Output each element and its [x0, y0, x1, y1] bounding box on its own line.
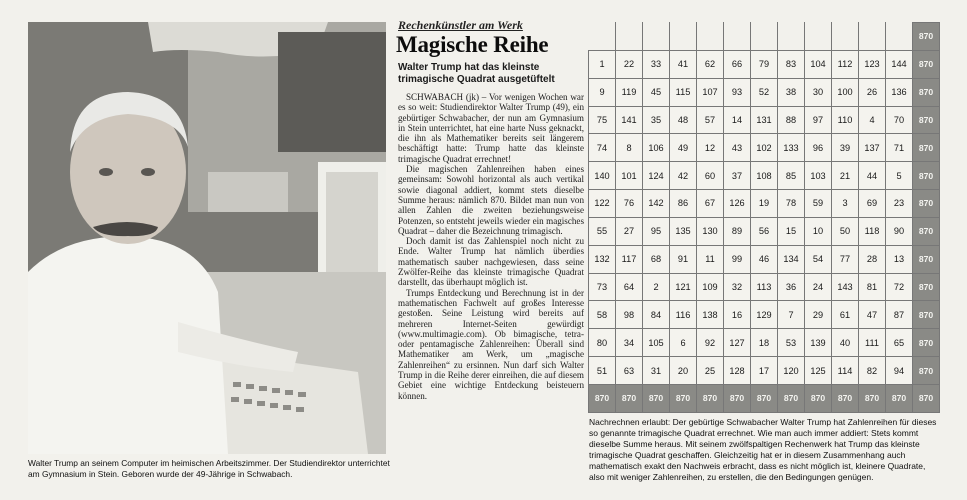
square-cell: 104 [805, 50, 832, 78]
square-cell: 68 [643, 245, 670, 273]
square-cell: 36 [778, 273, 805, 301]
trimagic-square-table [588, 22, 940, 413]
square-cell: 73 [589, 273, 616, 301]
square-cell: 38 [778, 78, 805, 106]
square-cell: 123 [859, 50, 886, 78]
square-cell: 88 [778, 106, 805, 134]
square-cell: 33 [643, 50, 670, 78]
square-cell: 70 [886, 106, 913, 134]
square-cell: 76 [616, 190, 643, 218]
square-caption: Nachrechnen erlaubt: Der gebürtige Schwabacher Walter Trump hat Zahlenreihen für dieses so genannte trimagische Quadrat errechnet. Wie man auch immer addiert: Stets kommt dieselbe Summe heraus. Mit seinem zwölfspaltigen Rechenwerk hat Trump das kleinste trimagische Quadrat geschaffen. Gleichzeitig hat er in diesem Zusammenhang auch mathematisch exakt den Nachweis erbracht, dass es nicht möglich ist, kleinere Quadrate, also mit weniger Zahlenreihen, zu erstellen, die den Bedingungen genügen. [589, 417, 937, 482]
square-cell: 15 [778, 217, 805, 245]
square-cell: 114 [832, 357, 859, 385]
square-cell: 46 [751, 245, 778, 273]
square-cell: 94 [886, 357, 913, 385]
square-cell: 132 [589, 245, 616, 273]
blank-cell [832, 23, 859, 51]
article-subhead: Walter Trump hat das kleinste trimagische Quadrat ausgetüftelt [398, 62, 555, 85]
column-sum-cell: 870 [886, 384, 913, 412]
square-cell: 31 [643, 357, 670, 385]
square-cell: 16 [724, 301, 751, 329]
square-cell: 112 [832, 50, 859, 78]
square-cell: 75 [589, 106, 616, 134]
blank-cell [589, 23, 616, 51]
square-cell: 109 [697, 273, 724, 301]
square-cell: 103 [805, 162, 832, 190]
square-cell: 134 [778, 245, 805, 273]
square-cell: 128 [724, 357, 751, 385]
square-cell: 95 [643, 217, 670, 245]
square-cell: 53 [778, 329, 805, 357]
square-cell: 43 [724, 134, 751, 162]
article-paragraph: SCHWABACH (jk) – Vor wenigen Wochen war es so weit: Studiendirektor Walter Trump (49), ein gebürtiger Schwabacher, der nun am Gymnasium in Stein unterrichtet, hat eine harte Nuss geknackt, die ihn als Mathematiker bereits seit längerem beschäftigt hatte: Trump hatte das kleinste trimagische Quadrat errechnet! [398, 92, 584, 164]
square-row [589, 162, 940, 190]
column-sum-cell: 870 [670, 384, 697, 412]
column-sum-cell: 870 [724, 384, 751, 412]
square-row [589, 106, 940, 134]
photo-illustration [28, 22, 386, 454]
square-cell: 144 [886, 50, 913, 78]
square-row [589, 78, 940, 106]
row-sum-cell: 870 [913, 190, 940, 218]
square-cell: 60 [697, 162, 724, 190]
square-row [589, 134, 940, 162]
square-cell: 19 [751, 190, 778, 218]
blank-cell [859, 23, 886, 51]
square-cell: 92 [697, 329, 724, 357]
square-cell: 3 [832, 190, 859, 218]
column-sum-cell: 870 [643, 384, 670, 412]
square-cell: 2 [643, 273, 670, 301]
square-cell: 87 [886, 301, 913, 329]
square-cell: 30 [805, 78, 832, 106]
blank-cell [805, 23, 832, 51]
square-cell: 32 [724, 273, 751, 301]
row-sum-cell: 870 [913, 357, 940, 385]
square-cell: 63 [616, 357, 643, 385]
square-cell: 142 [643, 190, 670, 218]
square-cell: 13 [886, 245, 913, 273]
row-sum-cell: 870 [913, 329, 940, 357]
blank-cell [724, 23, 751, 51]
square-row [589, 50, 940, 78]
square-cell: 83 [778, 50, 805, 78]
article-headline: Magische Reihe [396, 32, 549, 57]
diagonal-sum-cell: 870 [913, 23, 940, 51]
square-cell: 108 [751, 162, 778, 190]
square-cell: 9 [589, 78, 616, 106]
square-cell: 120 [778, 357, 805, 385]
square-cell: 81 [859, 273, 886, 301]
square-cell: 66 [724, 50, 751, 78]
row-sum-cell: 870 [913, 162, 940, 190]
square-cell: 1 [589, 50, 616, 78]
square-cell: 4 [859, 106, 886, 134]
row-sum-cell: 870 [913, 134, 940, 162]
square-cell: 71 [886, 134, 913, 162]
column-sum-cell: 870 [859, 384, 886, 412]
square-cell: 93 [724, 78, 751, 106]
square-cell: 96 [805, 134, 832, 162]
square-cell: 119 [616, 78, 643, 106]
square-cell: 98 [616, 301, 643, 329]
square-cell: 61 [832, 301, 859, 329]
square-cell: 39 [832, 134, 859, 162]
square-cell: 49 [670, 134, 697, 162]
square-cell: 137 [859, 134, 886, 162]
square-cell: 6 [670, 329, 697, 357]
square-cell: 20 [670, 357, 697, 385]
square-cell: 51 [589, 357, 616, 385]
square-cell: 136 [886, 78, 913, 106]
square-cell: 58 [589, 301, 616, 329]
article-body [398, 92, 584, 401]
square-cell: 50 [832, 217, 859, 245]
square-cell: 29 [805, 301, 832, 329]
blank-cell [778, 23, 805, 51]
square-cell: 141 [616, 106, 643, 134]
photo-caption: Walter Trump an seinem Computer im heimischen Arbeitszimmer. Der Studiendirektor unterrichtet am Gymnasium in Stein. Geboren wurde der 49-Jährige in Schwabach. [28, 458, 390, 479]
square-cell: 12 [697, 134, 724, 162]
article-paragraph: Doch damit ist das Zahlenspiel noch nicht zu Ende. Walter Trump hat nämlich überdies mathematisch sauber nachgewiesen, dass seine Zwölfer-Reihe das kleinste trimagische Quadrat darstellt, das überhaupt möglich ist. [398, 236, 584, 288]
square-cell: 79 [751, 50, 778, 78]
square-cell: 72 [886, 273, 913, 301]
square-cell: 140 [589, 162, 616, 190]
square-cell: 52 [751, 78, 778, 106]
square-cell: 45 [643, 78, 670, 106]
photo-walter-trump [28, 22, 386, 454]
square-cell: 82 [859, 357, 886, 385]
square-cell: 35 [643, 106, 670, 134]
square-cell: 135 [670, 217, 697, 245]
square-cell: 143 [832, 273, 859, 301]
square-cell: 139 [805, 329, 832, 357]
square-cell: 125 [805, 357, 832, 385]
square-cell: 118 [859, 217, 886, 245]
square-row [589, 357, 940, 385]
square-cell: 85 [778, 162, 805, 190]
square-cell: 97 [805, 106, 832, 134]
square-cell: 40 [832, 329, 859, 357]
square-cell: 65 [886, 329, 913, 357]
blank-cell [670, 23, 697, 51]
square-cell: 99 [724, 245, 751, 273]
blank-cell [751, 23, 778, 51]
square-cell: 74 [589, 134, 616, 162]
column-sum-row [589, 384, 940, 412]
column-sum-cell: 870 [751, 384, 778, 412]
square-cell: 62 [697, 50, 724, 78]
square-cell: 129 [751, 301, 778, 329]
row-sum-cell: 870 [913, 106, 940, 134]
square-cell: 26 [859, 78, 886, 106]
square-cell: 130 [697, 217, 724, 245]
square-cell: 25 [697, 357, 724, 385]
square-cell: 59 [805, 190, 832, 218]
square-cell: 41 [670, 50, 697, 78]
square-cell: 10 [805, 217, 832, 245]
square-cell: 17 [751, 357, 778, 385]
square-cell: 18 [751, 329, 778, 357]
square-cell: 42 [670, 162, 697, 190]
square-cell: 77 [832, 245, 859, 273]
square-cell: 21 [832, 162, 859, 190]
square-cell: 122 [589, 190, 616, 218]
blank-cell [697, 23, 724, 51]
square-cell: 117 [616, 245, 643, 273]
square-cell: 126 [724, 190, 751, 218]
square-cell: 47 [859, 301, 886, 329]
square-row [589, 329, 940, 357]
row-sum-cell: 870 [913, 217, 940, 245]
square-cell: 124 [643, 162, 670, 190]
square-cell: 67 [697, 190, 724, 218]
square-cell: 23 [886, 190, 913, 218]
square-cell: 127 [724, 329, 751, 357]
square-cell: 107 [697, 78, 724, 106]
square-cell: 44 [859, 162, 886, 190]
article-paragraph: Die magischen Zahlenreihen haben eines gemeinsam: Sowohl horizontal als auch vertikal sowie diagonal addiert, kommt stets dieselbe Summe heraus: nämlich 870. Bildet man nun von allen Zahlen die zweiten beziehungsweise Potenzen, so entsteht jeweils wieder ein magisches Quadrat – daher die Bezeichnung trimagisch. [398, 164, 584, 236]
square-cell: 105 [643, 329, 670, 357]
diagonal-sum-cell: 870 [913, 384, 940, 412]
square-cell: 14 [724, 106, 751, 134]
square-cell: 55 [589, 217, 616, 245]
blank-cell [616, 23, 643, 51]
square-cell: 27 [616, 217, 643, 245]
square-cell: 24 [805, 273, 832, 301]
article-paragraph: Trumps Entdeckung und Berechnung ist in der mathematischen Fachwelt auf großes Interesse gestoßen. Seine Leistung wird bereits auf mehreren Internet-Seiten gewürdigt (www.multimagie.com). Ob bimagische, tetra- oder pentamagische Zahlenreihen: Überall sind Mathematiker am Werk, um „magische Zahlenreihen“ zu ersinnen. Nun darf sich Walter Trump in die Reihe derer einreihen, die auf diesem Gebiet eine wichtige Entdeckung beisteuern können. [398, 287, 584, 401]
square-cell: 89 [724, 217, 751, 245]
square-row [589, 273, 940, 301]
square-cell: 7 [778, 301, 805, 329]
square-cell: 110 [832, 106, 859, 134]
blank-cell [886, 23, 913, 51]
row-sum-cell: 870 [913, 78, 940, 106]
square-cell: 116 [670, 301, 697, 329]
row-sum-cell: 870 [913, 245, 940, 273]
square-cell: 34 [616, 329, 643, 357]
square-cell: 102 [751, 134, 778, 162]
square-cell: 131 [751, 106, 778, 134]
column-sum-cell: 870 [832, 384, 859, 412]
square-row [589, 217, 940, 245]
square-cell: 5 [886, 162, 913, 190]
square-cell: 86 [670, 190, 697, 218]
square-cell: 113 [751, 273, 778, 301]
square-cell: 54 [805, 245, 832, 273]
square-cell: 84 [643, 301, 670, 329]
square-row [589, 245, 940, 273]
square-cell: 56 [751, 217, 778, 245]
square-cell: 28 [859, 245, 886, 273]
square-cell: 106 [643, 134, 670, 162]
square-cell: 90 [886, 217, 913, 245]
square-cell: 69 [859, 190, 886, 218]
blank-cell [643, 23, 670, 51]
square-cell: 11 [697, 245, 724, 273]
square-cell: 115 [670, 78, 697, 106]
square-cell: 8 [616, 134, 643, 162]
square-cell: 57 [697, 106, 724, 134]
column-sum-cell: 870 [778, 384, 805, 412]
column-sum-cell: 870 [616, 384, 643, 412]
row-sum-cell: 870 [913, 273, 940, 301]
square-cell: 22 [616, 50, 643, 78]
article-kicker: Rechenkünstler am Werk [398, 18, 523, 32]
column-sum-cell: 870 [697, 384, 724, 412]
row-sum-cell: 870 [913, 301, 940, 329]
row-sum-cell: 870 [913, 50, 940, 78]
square-cell: 133 [778, 134, 805, 162]
sum-header-row [589, 23, 940, 51]
column-sum-cell: 870 [805, 384, 832, 412]
column-sum-cell: 870 [589, 384, 616, 412]
square-cell: 121 [670, 273, 697, 301]
square-cell: 64 [616, 273, 643, 301]
square-cell: 138 [697, 301, 724, 329]
square-cell: 101 [616, 162, 643, 190]
square-cell: 111 [859, 329, 886, 357]
square-cell: 91 [670, 245, 697, 273]
square-cell: 100 [832, 78, 859, 106]
square-row [589, 301, 940, 329]
square-cell: 37 [724, 162, 751, 190]
square-row [589, 190, 940, 218]
square-cell: 78 [778, 190, 805, 218]
square-cell: 80 [589, 329, 616, 357]
square-cell: 48 [670, 106, 697, 134]
